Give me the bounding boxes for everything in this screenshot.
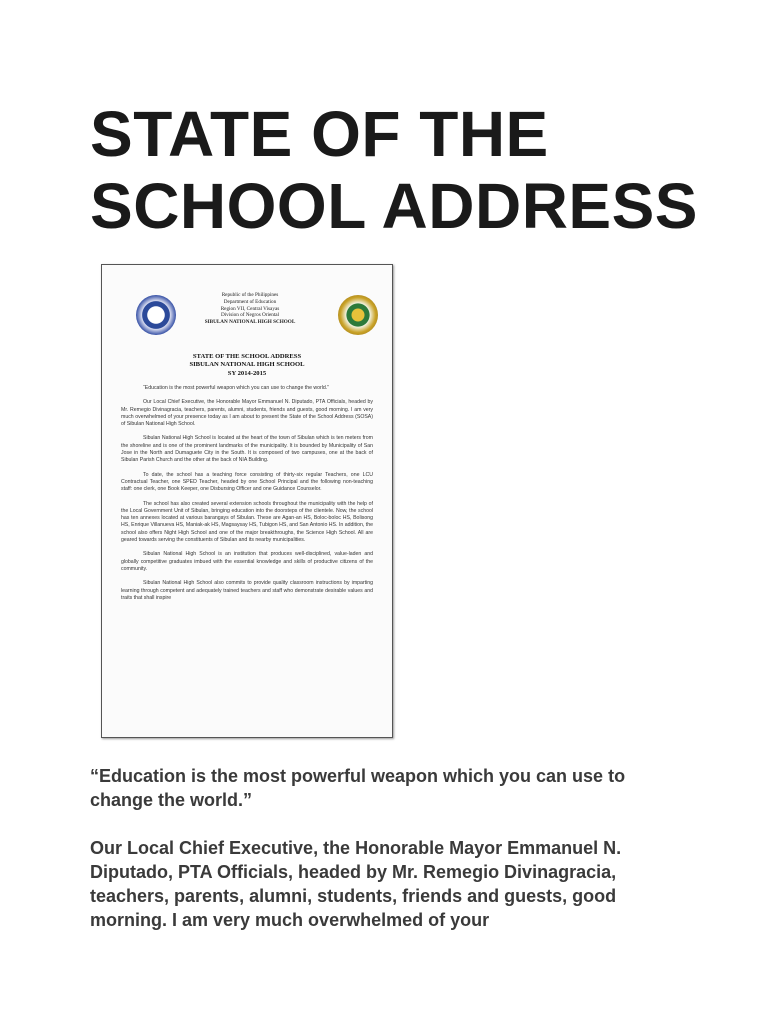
scanned-paragraph: Sibulan National High School is an institution that produces well-disciplined, value-laden and globally competitive graduates imbued with the essential knowledge and skills of productive citizens of the community. <box>121 551 373 572</box>
scanned-paragraph: “Education is the most powerful weapon which you can use to change the world.” <box>143 385 329 391</box>
letterhead-line: Department of Education <box>223 298 277 305</box>
opening-quote: “Education is the most powerful weapon which you can use to change the world.” <box>90 766 626 810</box>
letterhead-line: Division of Negros Oriental <box>220 312 280 319</box>
scanned-paragraph: Sibulan National High School also commits to provide quality classroom instructions by imparting learning through competent and adequately trained teachers and staff who demonstrate desirable values and traits that shall inspire <box>121 580 373 601</box>
scanned-paragraph: Sibulan National High School is located at the heart of the town of Sibulan which is ten meters from the shoreline and is one of the prominent landmarks of the municipality. It is bounded by Municipality of San Jose in the North and Dumaguete City in the South. It is composed of two campuses, one at the back of Sibulan Parish Church and the other at the back of NIA Building. <box>121 435 373 464</box>
page-title-line-1: STATE OF THE <box>90 98 549 170</box>
scanned-body <box>121 385 373 609</box>
scanned-paragraph: The school has also created several extension schools throughout the municipality with the help of the Local Government Unit of Sibulan, bringing education into the doorsteps of the clientele. Now, the school has ten annexes located at various barangays of Sibulan. These are Agan-an HS, Boloc-boloc HS, Bolisong HS, Enrique Villanueva HS, Maniak-ak HS, Magsaysay HS, Tubigon HS, and San Antonio HS. In addition, the school also offers Night High School and one of the major breakthroughs, the Science High School. All are geared towards serving the constituents of Sibulan and its nearby municipalities. <box>121 500 373 544</box>
scanned-paragraph: To date, the school has a teaching force consisting of thirty-six regular Teachers, one LCU Contractual Teacher, one SPED Teacher, headed by one School Principal and the following non-teaching staff: one clerk, one Book Keeper, one Disbursing Officer and one Guidance Counselor. <box>121 471 373 493</box>
letterhead-line: SIBULAN NATIONAL HIGH SCHOOL <box>204 319 296 326</box>
letterhead-line: Region VII, Central Visayas <box>220 305 280 312</box>
scanned-title <box>122 353 372 378</box>
letterhead-line: Republic of the Philippines <box>221 292 279 298</box>
scanned-title-line: SY 2014-2015 <box>227 369 267 377</box>
scanned-paragraph: Our Local Chief Executive, the Honorable Mayor Emmanuel N. Diputado, PTA Officials, headed by Mr. Remegio Divinagracia, teachers, parents, alumni, students, friends and guests, good morning. I am very much overwhelmed of your presence today as I am about to present the State of the School Address (SOSA) of Sibulan National High School. <box>121 399 373 428</box>
opening-paragraph: Our Local Chief Executive, the Honorable Mayor Emmanuel N. Diputado, PTA Officials, headed by Mr. Remegio Divinagracia, teachers, parents, alumni, students, friends and guests, good morning. I am very much overwhelmed of your <box>90 838 622 930</box>
scanned-document-image <box>101 264 393 738</box>
scanned-title-line: SIBULAN NATIONAL HIGH SCHOOL <box>189 361 305 369</box>
school-seal-icon <box>338 295 378 335</box>
page-title <box>90 98 698 242</box>
deped-seal-icon <box>136 295 176 335</box>
page-title-line-2: SCHOOL ADDRESS <box>90 170 698 242</box>
scanned-letterhead <box>180 292 320 326</box>
scanned-title-line: STATE OF THE SCHOOL ADDRESS <box>192 353 302 360</box>
